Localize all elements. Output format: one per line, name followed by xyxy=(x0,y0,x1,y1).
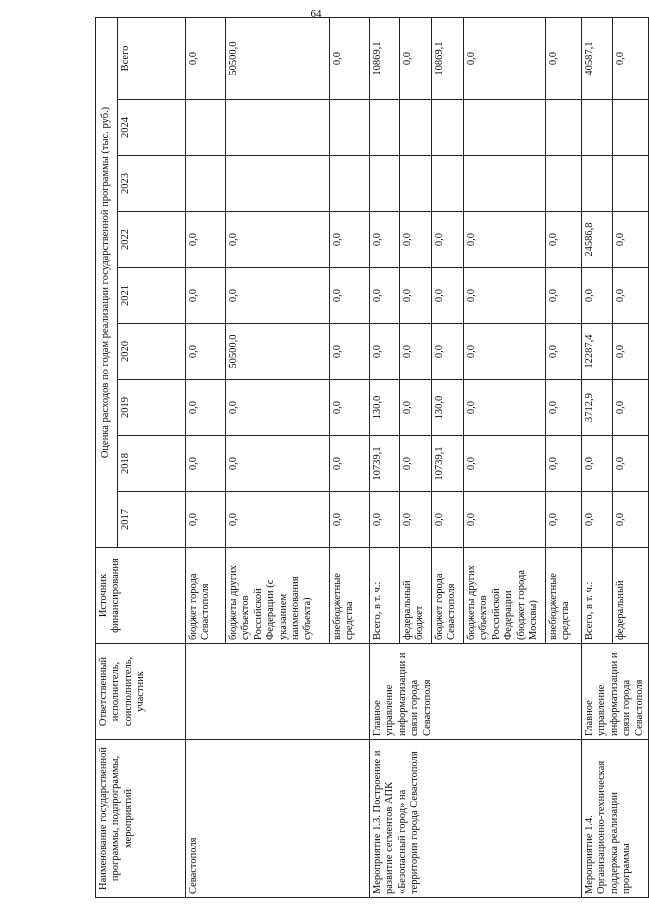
header-year: 2017 xyxy=(118,492,186,548)
value-cell xyxy=(226,156,330,212)
value-cell: 130,0 xyxy=(370,380,400,436)
header-total: Всего xyxy=(118,17,186,99)
value-cell xyxy=(582,156,613,212)
value-cell: 50500,0 xyxy=(226,324,330,380)
header-year: 2021 xyxy=(118,268,186,324)
value-cell: 10739,1 xyxy=(370,436,400,492)
value-cell: 0,0 xyxy=(432,324,464,380)
value-cell: 0,0 xyxy=(464,380,546,436)
value-cell: 0,0 xyxy=(400,380,432,436)
value-cell xyxy=(432,100,464,156)
value-cell xyxy=(464,156,546,212)
value-cell: 0,0 xyxy=(400,212,432,268)
value-cell: 0,0 xyxy=(464,212,546,268)
header-year: 2023 xyxy=(118,156,186,212)
header-year: 2018 xyxy=(118,436,186,492)
header-name: Наименование государственной программы, подпрограммы, мероприятий xyxy=(96,740,186,898)
value-cell: 0,0 xyxy=(226,380,330,436)
value-cell xyxy=(226,100,330,156)
value-cell: 0,0 xyxy=(226,268,330,324)
value-cell: 0,0 xyxy=(400,268,432,324)
value-cell xyxy=(432,156,464,212)
value-cell: 0,0 xyxy=(464,492,546,548)
value-cell: 0,0 xyxy=(464,268,546,324)
value-cell: 0,0 xyxy=(546,492,582,548)
total-cell: 0,0 xyxy=(186,17,226,99)
value-cell: 0,0 xyxy=(464,436,546,492)
value-cell: 0,0 xyxy=(330,492,370,548)
value-cell: 0,0 xyxy=(226,436,330,492)
funding-source: бюджет города Севастополя xyxy=(432,548,464,644)
value-cell: 0,0 xyxy=(226,212,330,268)
value-cell: 0,0 xyxy=(330,268,370,324)
responsible-executor xyxy=(186,644,370,740)
value-cell: 0,0 xyxy=(613,380,649,436)
total-cell: 50500,0 xyxy=(226,17,330,99)
value-cell: 0,0 xyxy=(370,324,400,380)
header-estimate: Оценка расходов по годам реализации государственной программы (тыс. руб.) xyxy=(96,17,118,547)
value-cell: 0,0 xyxy=(400,436,432,492)
value-cell xyxy=(330,156,370,212)
value-cell: 0,0 xyxy=(432,212,464,268)
value-cell xyxy=(613,156,649,212)
value-cell xyxy=(546,156,582,212)
value-cell: 0,0 xyxy=(370,492,400,548)
header-year: 2024 xyxy=(118,100,186,156)
funding-source: внебюджетные средства xyxy=(330,548,370,644)
value-cell: 0,0 xyxy=(186,212,226,268)
value-cell: 0,0 xyxy=(186,492,226,548)
value-cell: 24586,8 xyxy=(582,212,613,268)
value-cell: 0,0 xyxy=(432,492,464,548)
header-source: Источник финансирования xyxy=(96,548,186,644)
value-cell: 0,0 xyxy=(546,380,582,436)
value-cell xyxy=(582,100,613,156)
value-cell xyxy=(400,100,432,156)
value-cell: 0,0 xyxy=(330,436,370,492)
value-cell xyxy=(370,156,400,212)
funding-source: бюджет города Севастополя xyxy=(186,548,226,644)
value-cell: 0,0 xyxy=(400,492,432,548)
funding-source: федеральный бюджет xyxy=(400,548,432,644)
value-cell: 12287,4 xyxy=(582,324,613,380)
total-cell: 10869,1 xyxy=(432,17,464,99)
value-cell: 0,0 xyxy=(613,324,649,380)
financing-table xyxy=(95,17,649,898)
value-cell: 0,0 xyxy=(370,212,400,268)
total-cell: 0,0 xyxy=(546,17,582,99)
header-responsible: Ответственный исполнитель, соисполнитель, участник xyxy=(96,644,186,740)
value-cell xyxy=(464,100,546,156)
value-cell xyxy=(186,156,226,212)
value-cell: 0,0 xyxy=(226,492,330,548)
funding-source: федеральный xyxy=(613,548,649,644)
value-cell: 0,0 xyxy=(330,380,370,436)
value-cell: 0,0 xyxy=(613,268,649,324)
responsible-executor: Главное управление информатизации и связи города Севастополя xyxy=(370,644,582,740)
value-cell: 0,0 xyxy=(432,268,464,324)
value-cell: 0,0 xyxy=(186,324,226,380)
value-cell: 0,0 xyxy=(546,212,582,268)
value-cell xyxy=(546,100,582,156)
value-cell: 0,0 xyxy=(582,268,613,324)
total-cell: 40587,1 xyxy=(582,17,613,99)
value-cell: 0,0 xyxy=(330,324,370,380)
value-cell: 10739,1 xyxy=(432,436,464,492)
funding-source: бюджеты других субъектов Российской Федерации (бюджет города Москвы) xyxy=(464,548,546,644)
value-cell: 0,0 xyxy=(370,268,400,324)
value-cell: 0,0 xyxy=(400,324,432,380)
value-cell: 0,0 xyxy=(186,380,226,436)
funding-source: бюджеты других субъектов Российской Федерации (с указанием наименования субъекта) xyxy=(226,548,330,644)
page-number: 64 xyxy=(310,8,322,20)
funding-source: внебюджетные средства xyxy=(546,548,582,644)
value-cell xyxy=(186,100,226,156)
value-cell: 0,0 xyxy=(613,492,649,548)
total-cell: 10869,1 xyxy=(370,17,400,99)
total-cell: 0,0 xyxy=(613,17,649,99)
value-cell: 0,0 xyxy=(330,212,370,268)
total-cell: 0,0 xyxy=(330,17,370,99)
value-cell xyxy=(613,100,649,156)
value-cell: 3712,9 xyxy=(582,380,613,436)
value-cell: 0,0 xyxy=(546,436,582,492)
value-cell: 0,0 xyxy=(546,324,582,380)
header-year: 2020 xyxy=(118,324,186,380)
rotated-table-wrapper xyxy=(95,18,645,898)
value-cell: 0,0 xyxy=(613,212,649,268)
header-year: 2019 xyxy=(118,380,186,436)
value-cell: 0,0 xyxy=(546,268,582,324)
value-cell: 130,0 xyxy=(432,380,464,436)
header-year: 2022 xyxy=(118,212,186,268)
responsible-executor: Главное управление информатизации и связи города Севастополя xyxy=(582,644,649,740)
program-name: Мероприятие 1.3. Построение и развитие сегментов АПК «Безопасный город» на территории города Севастополя xyxy=(370,740,582,898)
value-cell: 0,0 xyxy=(582,492,613,548)
total-cell: 0,0 xyxy=(464,17,546,99)
total-cell: 0,0 xyxy=(400,17,432,99)
value-cell: 0,0 xyxy=(186,268,226,324)
value-cell: 0,0 xyxy=(186,436,226,492)
value-cell: 0,0 xyxy=(464,324,546,380)
value-cell xyxy=(400,156,432,212)
program-name: Мероприятие 1.4. Организационно-техническая поддержка реализации программы xyxy=(582,740,649,898)
funding-source: Всего, в т. ч.: xyxy=(582,548,613,644)
value-cell: 0,0 xyxy=(613,436,649,492)
value-cell xyxy=(370,100,400,156)
value-cell xyxy=(330,100,370,156)
funding-source: Всего, в т. ч.: xyxy=(370,548,400,644)
program-name: Севастополя xyxy=(186,740,370,898)
value-cell: 0,0 xyxy=(582,436,613,492)
